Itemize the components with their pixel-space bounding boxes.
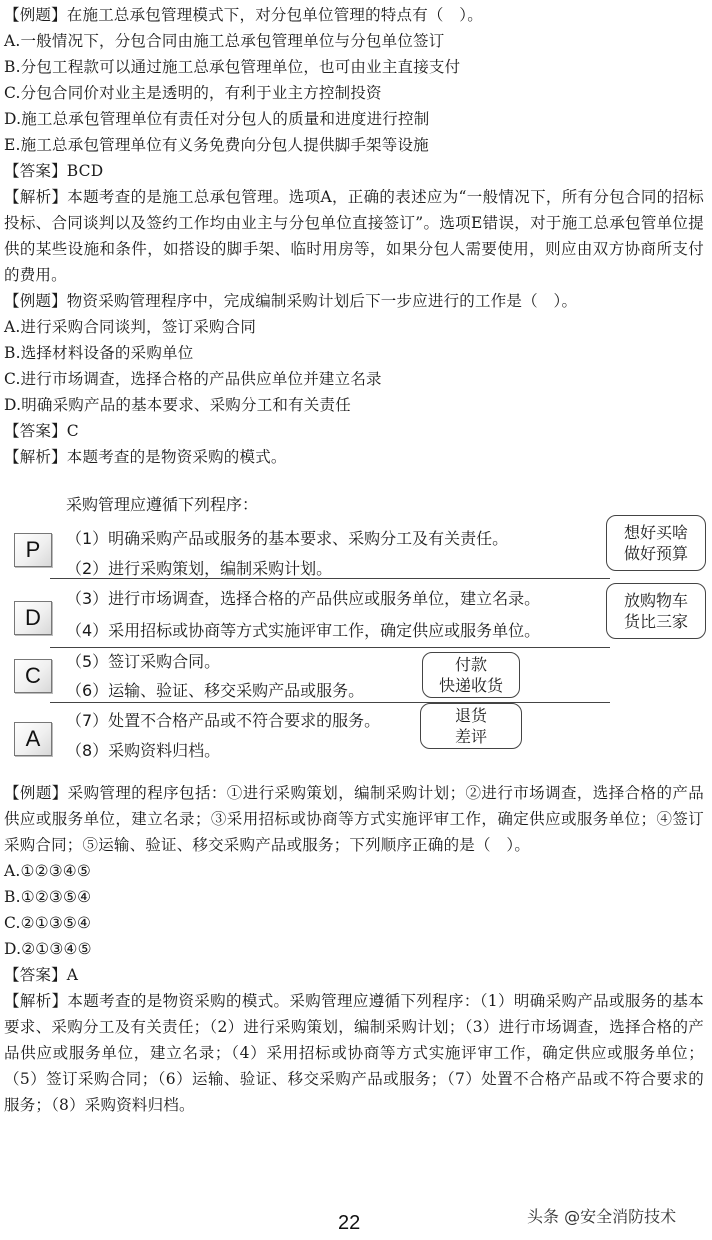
note-plan-line1: 想好买啥 (623, 523, 688, 542)
watermark: 头条 @安全消防技术 (527, 1207, 677, 1226)
q3-option-d: D.②①③④⑤ (4, 940, 92, 958)
q1-option-d: D.施工总承包管理单位有责任对分包人的质量和进度进行控制 (4, 110, 430, 128)
step-6: （6）运输、验证、移交采购产品或服务。 (66, 681, 365, 700)
q3-option-b: B.①②③⑤④ (4, 888, 92, 906)
divider-c-a (50, 702, 610, 703)
q2-option-d: D.明确采购产品的基本要求、采购分工和有关责任 (4, 396, 351, 414)
note-act (420, 703, 522, 749)
q2-analysis: 【解析】本题考查的是物资采购的模式。 (4, 448, 287, 466)
q1-option-a: A.一般情况下，分包合同由施工总承包管理单位与分包单位签订 (4, 32, 445, 50)
q1-analysis: 【解析】本题考查的是施工总承包管理。选项A，正确的表述应为“一般情况下，所有分包合同的招标投标、合同谈判以及签约工作均由业主与分包单位直接签订”。选项E错误，对于施工总承包管单位提供的某些设施和条件，如搭设的脚手架、临时用房等，如果分包人需要使用，则应由双方协商所支付的费用。 (4, 188, 704, 284)
phase-letter-a: A (14, 722, 52, 756)
phase-letter-p: P (14, 533, 52, 567)
q2-question: 【例题】物资采购管理程序中，完成编制采购计划后下一步应进行的工作是（ ）。 (4, 292, 578, 310)
note-do (606, 583, 706, 639)
q3-option-a: A.①②③④⑤ (4, 862, 91, 880)
note-plan-line2: 做好预算 (623, 544, 688, 563)
step-2: （2）进行采购策划，编制采购计划。 (66, 559, 333, 578)
q1-option-b: B.分包工程款可以通过施工总承包管理单位，也可由业主直接支付 (4, 58, 461, 76)
step-5: （5）签订采购合同。 (66, 652, 221, 671)
step-7: （7）处置不合格产品或不符合要求的服务。 (66, 711, 381, 730)
note-check (422, 652, 520, 698)
note-act-line2: 差评 (454, 727, 487, 746)
note-act-line1: 退货 (454, 706, 487, 725)
q2-option-b: B.选择材料设备的采购单位 (4, 344, 194, 362)
pdca-diagram (0, 488, 712, 768)
step-8: （8）采购资料归档。 (66, 741, 221, 760)
note-plan (606, 515, 706, 571)
step-3: （3）进行市场调查，选择合格的产品供应或服务单位，建立名录。 (66, 589, 541, 608)
q1-answer: 【答案】BCD (4, 162, 104, 180)
q3-answer: 【答案】A (4, 966, 79, 984)
q2-answer: 【答案】C (4, 422, 79, 440)
divider-p-d (50, 578, 610, 579)
q3-question: 【例题】采购管理的程序包括：①进行采购策划，编制采购计划；②进行市场调查，选择合格的产品供应或服务单位，建立名录；③采用招标或协商等方式实施评审工作，确定供应或服务单位；④签订采购合同；⑤运输、验证、移交采购产品或服务；下列顺序正确的是（ ）。 (4, 784, 704, 854)
divider-d-c (50, 647, 610, 648)
note-check-line1: 付款 (454, 655, 487, 674)
q2-option-a: A.进行采购合同谈判，签订采购合同 (4, 318, 257, 336)
q1-question: 【例题】在施工总承包管理模式下，对分包单位管理的特点有（ ）。 (4, 6, 483, 24)
note-do-line1: 放购物车 (623, 591, 688, 610)
phase-letter-d: D (14, 601, 52, 635)
phase-letter-c: C (14, 659, 52, 693)
diagram-title: 采购管理应遵循下列程序： (66, 495, 259, 514)
q1-option-e: E.施工总承包管理单位有义务免费向分包人提供脚手架等设施 (4, 136, 429, 154)
step-4: （4）采用招标或协商等方式实施评审工作，确定供应或服务单位。 (66, 621, 541, 640)
page-number: 22 (338, 1212, 361, 1234)
q3-option-c: C.②①③⑤④ (4, 914, 92, 932)
q1-option-c: C.分包合同价对业主是透明的，有利于业主方控制投资 (4, 84, 382, 102)
q3-analysis: 【解析】本题考查的是物资采购的模式。采购管理应遵循下列程序：（1）明确采购产品或服务的基本要求、采购分工及有关责任；（2）进行采购策划，编制采购计划；（3）进行市场调查，选择合格的产品供应或服务单位，建立名录；（4）采用招标或协商等方式实施评审工作，确定供应或服务单位；（5）签订采购合同；（6）运输、验证、移交采购产品或服务；（7）处置不合格产品或不符合要求的服务；（8）采购资料归档。 (4, 992, 704, 1114)
note-do-line2: 货比三家 (623, 612, 688, 631)
note-check-line2: 快递收货 (438, 676, 503, 695)
step-1: （1）明确采购产品或服务的基本要求、采购分工及有关责任。 (66, 529, 509, 548)
q2-option-c: C.进行市场调查，选择合格的产品供应单位并建立名录 (4, 370, 382, 388)
